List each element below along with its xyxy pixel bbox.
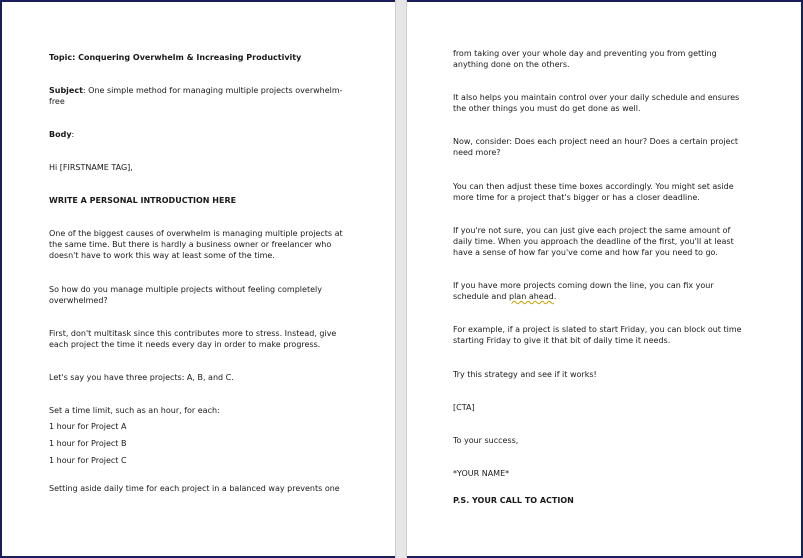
right-paragraph-6-line-2 (453, 291, 556, 302)
right-paragraph-3-line-1: Now, consider: Does each project need an hour? Does a certain project (453, 137, 739, 146)
body-label: Body (49, 130, 72, 139)
right-paragraph-6-line-1: If you have more projects coming down the line, you can fix your (453, 281, 714, 290)
right-paragraph-5-line-3: have a sense of how far you've come and how far you need to go. (453, 248, 718, 257)
right-paragraph-4-line-1: You can then adjust these time boxes accordingly. You might set aside (453, 182, 734, 191)
cta-placeholder: [CTA] (453, 403, 475, 412)
list-item: 1 hour for Project A (49, 422, 127, 431)
right-paragraph-5-line-2: daily time. When you approach the deadline of the first, you'll at least (453, 237, 734, 246)
right-paragraph-8: Try this strategy and see if it works! (453, 370, 597, 379)
body-line (49, 129, 74, 140)
right-paragraph-2-line-2: the other things you must do get done as well. (453, 104, 641, 113)
paragraph-3-line-2: each project the time it needs every day in order to make progress. (49, 340, 321, 349)
right-paragraph-5-line-1: If you're not sure, you can just give each project the same amount of (453, 226, 731, 235)
signoff: To your success, (453, 436, 519, 445)
right-paragraph-1-line-1: from taking over your whole day and preventing you from getting (453, 49, 717, 58)
paragraph-4: Let's say you have three projects: A, B, and C. (49, 373, 234, 382)
subject-label: Subject (49, 86, 83, 95)
spellcheck-flagged-text: plan ahead (509, 292, 554, 301)
paragraph-1-line-1: One of the biggest causes of overwhelm is managing multiple projects at (49, 229, 343, 238)
paragraph-6: Setting aside daily time for each project in a balanced way prevents one (49, 484, 340, 493)
paragraph-5: Set a time limit, such as an hour, for each: (49, 406, 220, 415)
right-paragraph-3-line-2: need more? (453, 148, 501, 157)
right-paragraph-1-line-2: anything done on the others. (453, 60, 570, 69)
page-gutter (395, 0, 407, 558)
intro-placeholder: WRITE A PERSONAL INTRODUCTION HERE (49, 196, 237, 205)
paragraph-3-line-1: First, don't multitask since this contributes more to stress. Instead, give (49, 329, 337, 338)
document-page-left (2, 0, 395, 558)
paragraph-2-line-1: So how do you manage multiple projects without feeling completely (49, 285, 322, 294)
list-item: 1 hour for Project B (49, 439, 127, 448)
text-run: . (553, 292, 557, 301)
subject-line-2: free (49, 97, 65, 106)
document-page-right (407, 0, 801, 558)
paragraph-1-line-2: the same time. But there is hardly a business owner or freelancer who (49, 240, 332, 249)
right-paragraph-7-line-1: For example, if a project is slated to start Friday, you can block out time (453, 325, 742, 334)
signature-name: *YOUR NAME* (453, 469, 510, 478)
topic-line: Topic: Conquering Overwhelm & Increasing Productivity (49, 53, 302, 62)
paragraph-1-line-3: doesn't have to work this way at least some of the time. (49, 251, 275, 260)
paragraph-2-line-2: overwhelmed? (49, 296, 108, 305)
right-paragraph-2-line-1: It also helps you maintain control over your daily schedule and ensures (453, 93, 740, 102)
subject-line (49, 85, 343, 96)
subject-text: : One simple method for managing multiple projects overwhelm- (82, 86, 343, 95)
body-colon: : (71, 130, 75, 139)
right-paragraph-4-line-2: more time for a project that's bigger or has a closer deadline. (453, 193, 700, 202)
text-run: schedule and (453, 292, 509, 301)
list-item: 1 hour for Project C (49, 456, 127, 465)
right-paragraph-7-line-2: starting Friday to give it that bit of daily time it needs. (453, 336, 671, 345)
postscript: P.S. YOUR CALL TO ACTION (453, 496, 574, 505)
greeting: Hi [FIRSTNAME TAG], (49, 163, 133, 172)
